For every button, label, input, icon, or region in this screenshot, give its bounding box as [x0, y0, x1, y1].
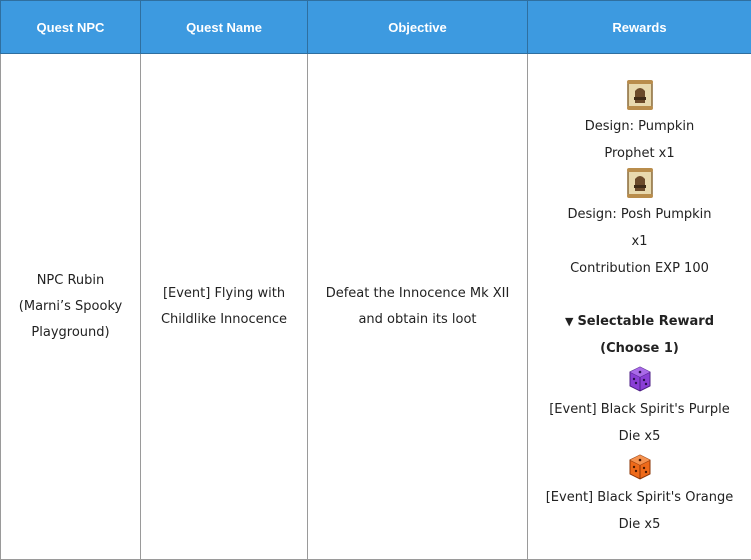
choose-note: (Choose 1)	[600, 340, 679, 356]
contribution-exp: Contribution EXP 100	[570, 260, 709, 276]
quest-name-text: [Event] Flying with Childlike Innocence	[160, 285, 287, 327]
selectable-reward-item	[534, 362, 745, 450]
objective-text: Defeat the Innocence Mk XII and obtain its loot	[325, 285, 510, 327]
reward-label: Design: Pumpkin Prophet x1	[584, 118, 695, 161]
objective-cell	[308, 54, 528, 560]
header-rewards: Rewards	[528, 1, 751, 54]
table-row	[1, 54, 751, 560]
reward-label: Design: Posh Pumpkin x1	[567, 206, 712, 249]
design-scroll-icon	[626, 79, 654, 111]
purple-die-icon	[626, 362, 654, 394]
header-objective: Objective	[308, 1, 528, 54]
reward-item	[534, 167, 745, 255]
quest-npc-text: NPC Rubin (Marni’s Spooky Playground)	[18, 272, 123, 340]
quest-npc-cell	[1, 54, 141, 560]
rewards-cell	[528, 54, 751, 560]
quest-name-cell	[141, 54, 308, 560]
reward-item	[534, 79, 745, 167]
header-quest-npc: Quest NPC	[1, 1, 141, 54]
header-quest-name: Quest Name	[141, 1, 308, 54]
selectable-reward-item	[534, 450, 745, 538]
selectable-reward-heading: ▼ Selectable Reward	[564, 313, 715, 329]
reward-label: [Event] Black Spirit's Purple Die x5	[549, 401, 730, 444]
header-row	[1, 1, 751, 54]
triangle-down-icon: ▼	[564, 314, 574, 328]
reward-label: [Event] Black Spirit's Orange Die x5	[545, 489, 734, 532]
orange-die-icon	[626, 450, 654, 482]
design-scroll-icon	[626, 167, 654, 199]
